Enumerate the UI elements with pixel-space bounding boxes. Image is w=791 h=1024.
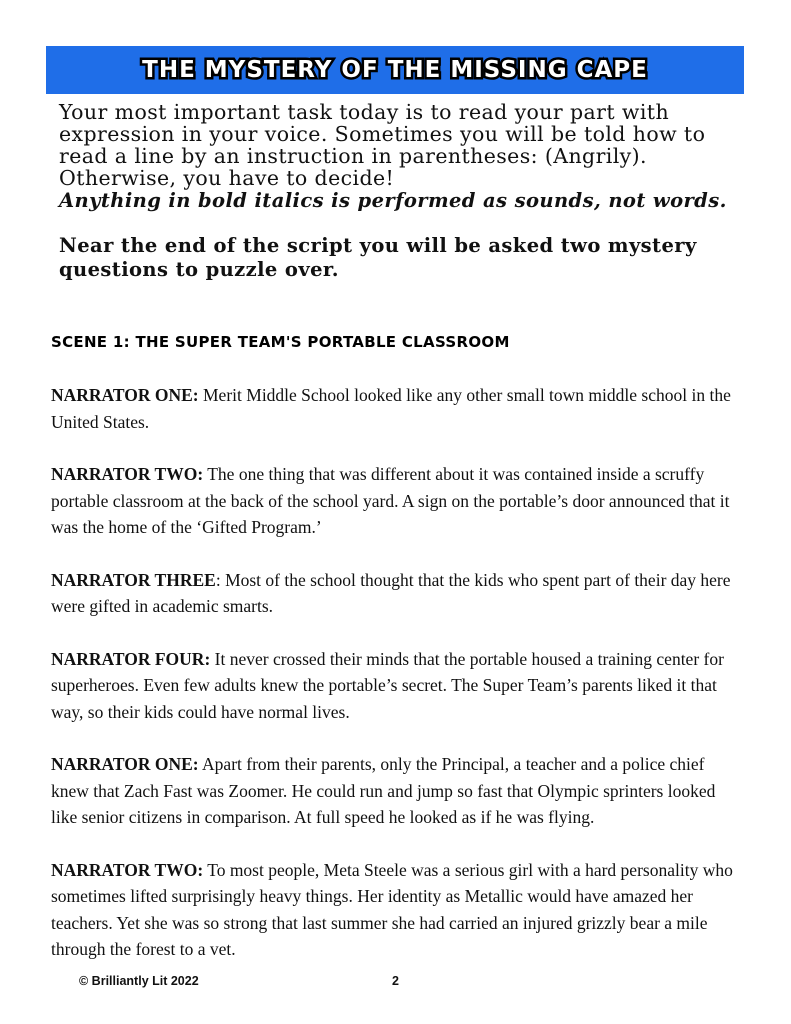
script-line bbox=[51, 461, 741, 541]
intro-instructions bbox=[59, 101, 749, 282]
script-body bbox=[51, 382, 741, 989]
page-number: 2 bbox=[392, 974, 399, 988]
speaker-label: NARRATOR FOUR: bbox=[51, 648, 211, 669]
mystery-note: Near the end of the script you will be asked two mystery questions to puzzle over. bbox=[59, 234, 697, 281]
line-text: It never crossed their minds that the portable housed a training center for superheroes. Even few adults knew the portable’s secret. The Super Team’s parents liked it that way, so their kids could have normal lives. bbox=[51, 648, 724, 722]
script-line bbox=[51, 646, 741, 726]
speaker-label: NARRATOR ONE: bbox=[51, 754, 199, 774]
intro-paragraph bbox=[59, 101, 749, 212]
page-title: THE MYSTERY OF THE MISSING CAPE bbox=[142, 57, 648, 83]
line-text: Merit Middle School looked like any other small town middle school in the United States. bbox=[51, 385, 731, 432]
script-line bbox=[51, 751, 741, 831]
script-line bbox=[51, 567, 741, 620]
line-text: Apart from their parents, only the Principal, a teacher and a police chief knew that Zach Fast was Zoomer. He could run and jump so fast that Olympic sprinters looked like senior citizens in comparison. At full speed he looked as if he was flying. bbox=[51, 754, 716, 827]
speaker-label: NARRATOR TWO: bbox=[51, 464, 204, 484]
line-text: To most people, Meta Steele was a serious girl with a hard personality who sometimes lifted surprisingly heavy things. Her identity as Metallic would have amazed her teachers. Yet she was so strong that last summer she had carried an injured grizzly bear a mile through the forest to a vet. bbox=[51, 859, 733, 959]
speaker-label: NARRATOR ONE: bbox=[51, 385, 199, 405]
speaker-label: NARRATOR TWO: bbox=[51, 859, 204, 880]
bold-italics-note: Anything in bold italics is performed as sounds, not words. bbox=[59, 189, 727, 212]
footer-copyright: © Brilliantly Lit 2022 bbox=[79, 974, 199, 988]
intro-text: Your most important task today is to read your part with expression in your voice. Sometimes you will be told how to read a line by an instruction in parentheses: (Angrily). Otherwise, you have to decide! bbox=[59, 100, 706, 190]
scene-heading: SCENE 1: THE SUPER TEAM'S PORTABLE CLASSROOM bbox=[51, 333, 510, 351]
script-line bbox=[51, 857, 741, 963]
script-line bbox=[51, 382, 741, 435]
line-text: The one thing that was different about it was contained inside a scruffy portable classroom at the back of the school yard. A sign on the portable’s door announced that it was the home of the ‘Gifted Program.’ bbox=[51, 464, 730, 537]
line-text: : Most of the school thought that the kids who spent part of their day here were gifted in academic smarts. bbox=[51, 569, 731, 616]
speaker-label: NARRATOR THREE bbox=[51, 569, 216, 590]
title-banner bbox=[46, 46, 744, 94]
